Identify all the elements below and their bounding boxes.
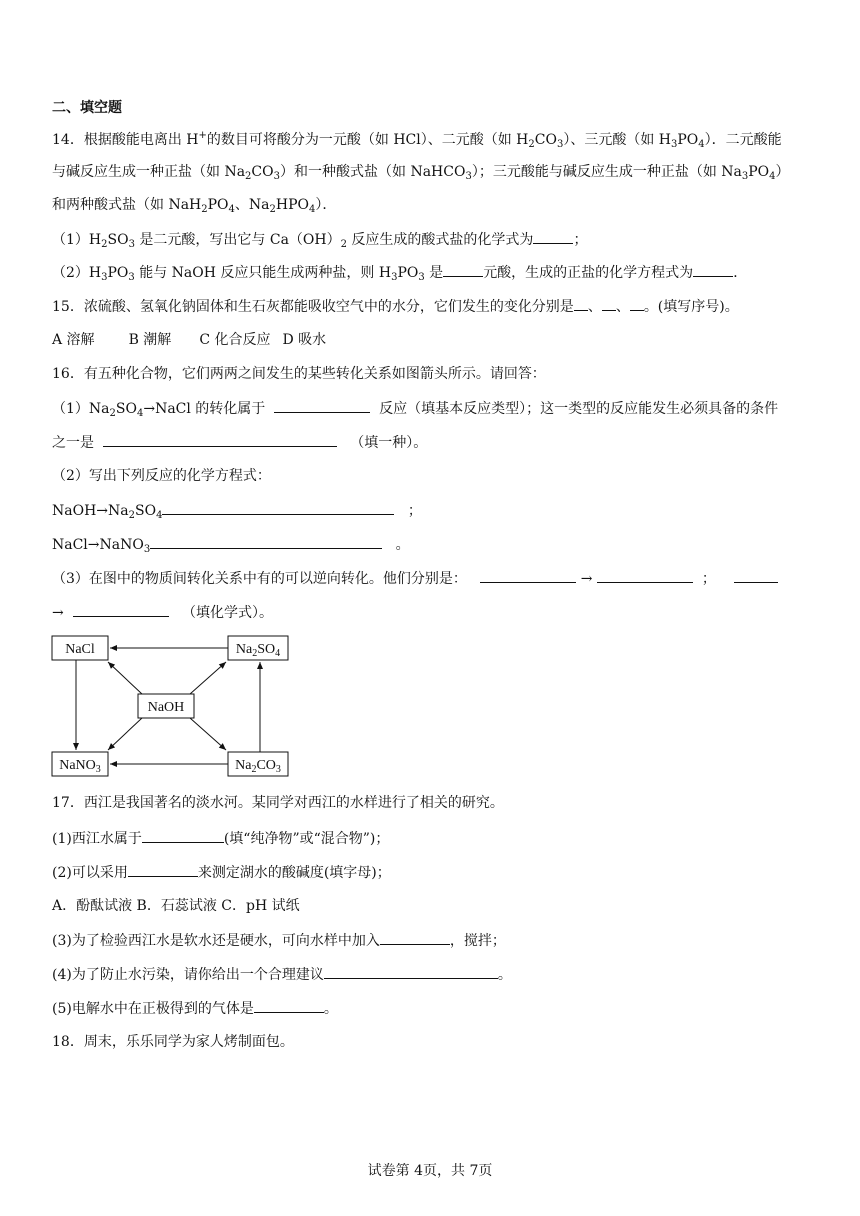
answer-blank[interactable]: [734, 568, 778, 583]
answer-blank[interactable]: [574, 296, 588, 311]
q14-line-3: 和两种酸式盐（如 $NaH_2PO_4$、$Na_2HPO_4$）．: [52, 197, 337, 215]
section-title: 二、填空题: [52, 100, 122, 116]
answer-blank[interactable]: [443, 262, 483, 277]
q14-line-1: 14．根据酸能电离出 H+的数目可将酸分为一元酸（如 HCl）、二元酸（如 $H_2CO_3$）、三元酸（如 $H_3PO_4$）．二元酸能: [52, 130, 782, 150]
q17-intro: 17．西江是我国著名的淡水河。某同学对西江的水样进行了相关的研究。: [52, 795, 504, 811]
q18-stem: 18．周末，乐乐同学为家人烤制面包。: [52, 1034, 294, 1050]
q16-reaction-2: NaCl→NaNO$_3$ 。: [52, 534, 410, 555]
arrow-naoh-nacl: [108, 662, 142, 694]
answer-blank[interactable]: [128, 862, 198, 877]
q14-line-2: 与碱反应生成一种正盐（如 $Na_2CO_3$）和一种酸式盐（如 NaHCO$_3$）；三元酸能与碱反应生成一种正盐（如 $Na_3PO_4$）: [52, 164, 790, 182]
label-nano3: NaNO$_3$: [59, 758, 101, 775]
label-na2co3: $Na_2CO_3$: [235, 758, 281, 775]
answer-blank[interactable]: [533, 229, 573, 244]
conversion-diagram: [50, 632, 292, 778]
answer-blank[interactable]: [480, 568, 576, 583]
q16-reaction-1: $NaOH\to Na_2SO_4$ ；: [52, 500, 422, 521]
answer-blank[interactable]: [324, 964, 498, 979]
arrow-naoh-na2co3: [190, 718, 226, 750]
answer-blank[interactable]: [597, 568, 693, 583]
answer-blank[interactable]: [73, 602, 169, 617]
q17-sub-4: (4)为了防止水污染，请你给出一个合理建议 。: [52, 964, 512, 985]
q16-part-1: $(1)Na_2SO_4\to NaCl$ 的转化属于 反应（填基本反应类型）；这一类型的反应能发生必须具备的条件: [52, 398, 778, 419]
answer-blank[interactable]: [142, 828, 224, 843]
q17-sub-2: (2)可以采用 来测定湖水的酸碱度(填字母)；: [52, 862, 391, 883]
label-nacl: NaCl: [65, 642, 95, 657]
answer-blank[interactable]: [602, 296, 616, 311]
q17-sub-3: (3)为了检验西江水是软水还是硬水，可向水样中加入 ，搅拌；: [52, 930, 506, 951]
page-footer: 试卷第 4页，共 7页: [367, 1163, 493, 1179]
answer-blank[interactable]: [630, 296, 644, 311]
q17-sub-1: (1)西江水属于 (填“纯净物”或“混合物”)；: [52, 828, 389, 849]
arrow-naoh-nano3: [108, 718, 142, 750]
q16-intro: 16．有五种化合物，它们两两之间发生的某些转化关系如图箭头所示。请回答：: [52, 366, 546, 382]
answer-blank[interactable]: [254, 998, 324, 1013]
q16-part-3: （3）在图中的物质间转化关系中有的可以逆向转化。他们分别是： → ；: [52, 568, 778, 589]
q14-sub-1: $(1)H_2SO_3$ 是二元酸，写出它与 $Ca(OH)_2$ 反应生成的酸式盐的化学式为 ；: [52, 229, 587, 250]
q16-part-1-cont: 之一是 （填一种）。: [52, 432, 427, 453]
q17-options: A．酚酞试液 B．石蕊试液 C．pH 试纸: [52, 898, 300, 914]
q16-part-2: （2）写出下列反应的化学方程式：: [52, 468, 271, 484]
arrow-naoh-na2so4: [190, 662, 226, 694]
answer-blank[interactable]: [693, 262, 733, 277]
answer-blank[interactable]: [274, 398, 370, 413]
answer-blank[interactable]: [162, 500, 394, 515]
answer-blank[interactable]: [380, 930, 450, 945]
q16-part-3-cont: → （填化学式）。: [52, 602, 273, 623]
answer-blank[interactable]: [103, 432, 337, 447]
q17-sub-5: (5)电解水中在正极得到的气体是 。: [52, 998, 338, 1019]
q15-options: A 溶解 B 潮解 C 化合反应 D 吸水: [52, 332, 327, 348]
q15-stem: 15．浓硫酸、氢氧化钠固体和生石灰都能吸收空气中的水分，它们发生的变化分别是 、 、 。(填写序号)。: [52, 296, 739, 317]
q14-sub-2: $(2)H_3PO_3$ 能与 NaOH 反应只能生成两种盐，则 $H_3PO_3$ 是 元酸，生成的正盐的化学方程式为 ．: [52, 262, 747, 283]
label-na2so4: $Na_2SO_4$: [235, 642, 281, 659]
label-naoh: NaOH: [147, 700, 185, 715]
answer-blank[interactable]: [150, 534, 382, 549]
